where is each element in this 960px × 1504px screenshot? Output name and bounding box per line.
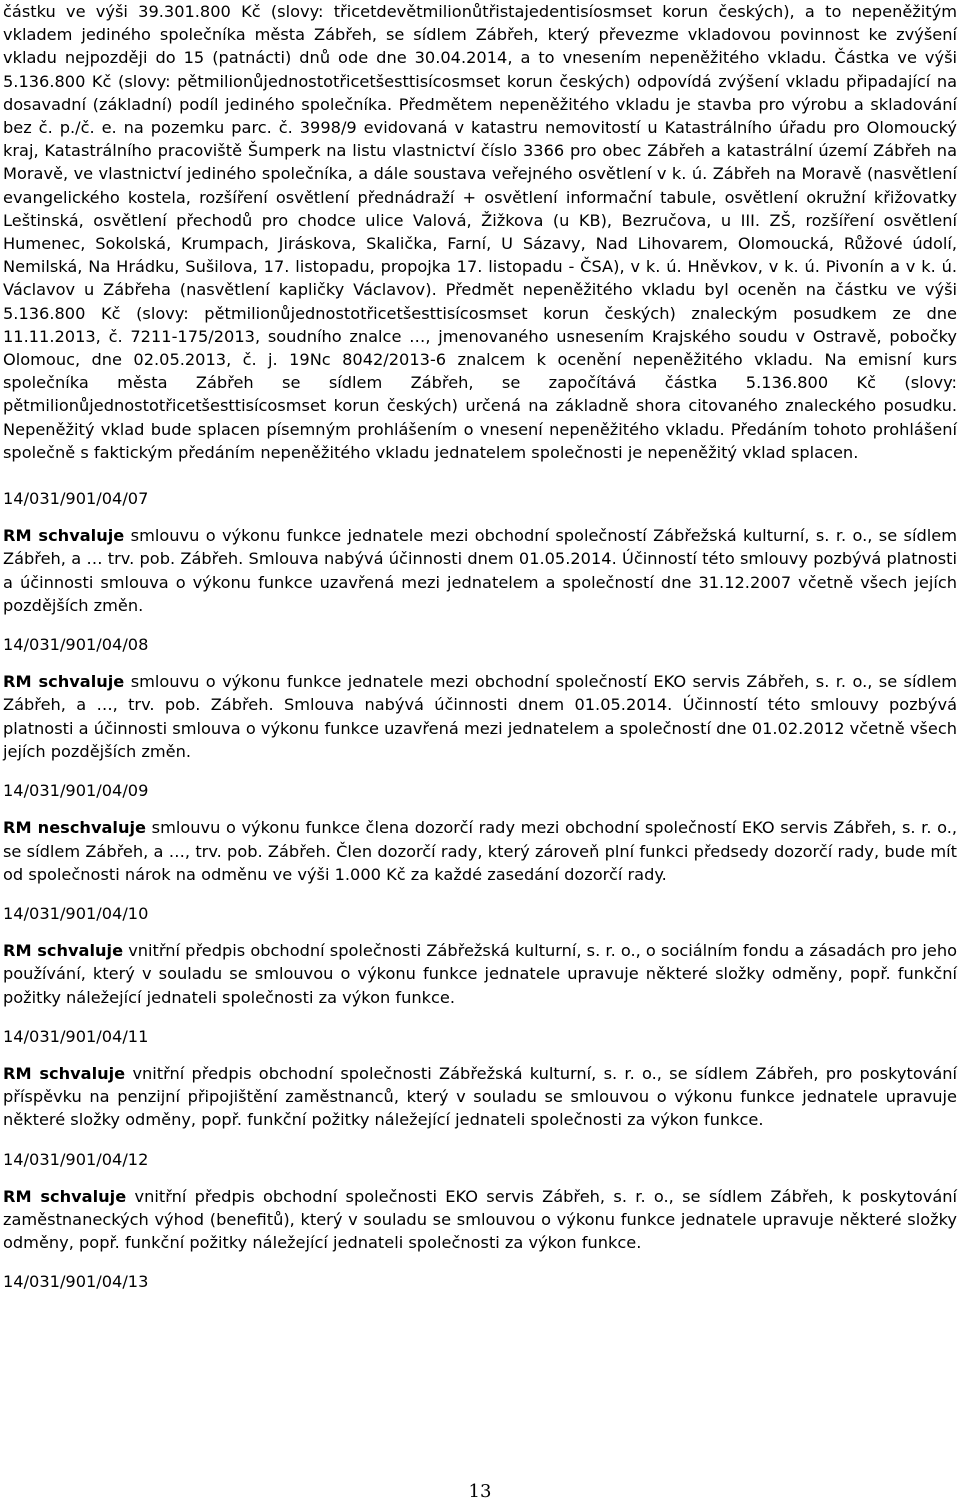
resolution-body [3, 670, 957, 763]
resolution-text: vnitřní předpis obchodní společnosti Zábřežská kulturní, s. r. o., o sociálním fondu a zásadách pro jeho používání, který v souladu se smlouvou o výkonu funkce jednatele upravuje některé složky odměny, popř. funkční požitky náležející jednateli společnosti za výkon funkce. [3, 941, 957, 1007]
resolution-verb: RM schvaluje [3, 672, 125, 692]
resolution-number: 14/031/901/04/09 [3, 781, 149, 801]
resolution-5 [3, 1148, 957, 1255]
resolution-body [3, 816, 957, 886]
document-page [3, 0, 957, 1294]
resolution-4 [3, 1025, 957, 1132]
resolution-body [3, 524, 957, 617]
resolution-text: vnitřní předpis obchodní společnosti Zábřežská kulturní, s. r. o., se sídlem Zábřeh, pro poskytování příspěvku na penzijní připojištění zaměstnanců, který v souladu se smlouvou o výkonu funkce jednatele upravuje některé složky odměny, popř. funkční požitky náležející jednateli společnosti za výkon funkce. [3, 1063, 957, 1130]
resolution-verb: RM schvaluje [3, 941, 124, 961]
resolution-number: 14/031/901/04/07 [3, 489, 149, 509]
resolution-1 [3, 633, 957, 763]
page-number: 13 [468, 1481, 492, 1502]
resolution-number: 14/031/901/04/11 [3, 1026, 149, 1046]
resolution-6 [3, 1270, 957, 1293]
resolution-verb: RM neschvaluje [3, 818, 147, 838]
resolution-verb: RM schvaluje [3, 526, 125, 546]
resolution-number: 14/031/901/04/10 [3, 903, 149, 923]
resolution-text: smlouvu o výkonu funkce jednatele mezi obchodní společností Zábřežská kulturní, s. r. o., se sídlem Zábřeh, a … trv. pob. Zábřeh. Smlouva nabývá účinnosti dnem 01.05.2014. Účinností této smlouvy pozbývá platnosti a účinnosti smlouva o výkonu funkce uzavřená mezi jednatelem a společností dne 31.12.2007 včetně všech jejích pozdějších změn. [3, 526, 957, 615]
resolution-number: 14/031/901/04/13 [3, 1272, 149, 1292]
resolution-body [3, 1062, 957, 1132]
resolution-text: smlouvu o výkonu funkce člena dozorčí rady mezi obchodní společností EKO servis Zábřeh, s. r. o., se sídlem Zábřeh, a …, trv. pob. Zábřeh. Člen dozorčí rady, který zároveň plní funkci předsedy dozorčí rady, bude mít od společnosti nárok na odměnu ve výši 1.000 Kč za každé zasedání dozorčí rady. [3, 818, 957, 884]
resolution-verb: RM schvaluje [3, 1186, 127, 1206]
resolution-0 [3, 487, 957, 617]
resolution-body [3, 939, 957, 1009]
resolution-2 [3, 779, 957, 886]
resolution-verb: RM schvaluje [3, 1063, 126, 1083]
resolution-number: 14/031/901/04/08 [3, 635, 149, 655]
intro-paragraph: částku ve výši 39.301.800 Kč (slovy: třicetdevětmilionůtřistajedentisíosmset korun českých), a to nepeněžitým vkladem jediného společníka města Zábřeh, se sídlem Zábřeh, který převezme vkladovou povinnost ke zvýšení vkladu nejpozději do 15 (patnácti) dnů ode dne 30.04.2014, a to vnesením nepeněžitého vkladu. Částka ve výši 5.136.800 Kč (slovy: pětmilionůjednostotřicetšesttisícosmset korun českých) odpovídá zvýšení vkladu připadající na dosavadní (základní) podíl jediného společníka. Předmětem nepeněžitého vkladu je stavba pro výrobu a skladování bez č. p./č. e. na pozemku parc. č. 3998/9 evidovaná v katastru nemovitostí u Katastrálního úřadu pro Olomoucký kraj, Katastrálního pracoviště Šumperk na listu vlastnictví číslo 3366 pro obec Zábřeh a katastrální území Zábřeh na Moravě, ve vlastnictví jediného společníka, a dále soustava veřejného osvětlení v k. ú. Zábřeh na Moravě (nasvětlení evangelického kostela, rozšíření osvětlení přednádraží + osvětlení informační tabule, osvětlení okružní křižovatky Leštinská, osvětlení přechodů pro chodce ulice Valová, Žižkova (u KB), Bezručova, u III. ZŠ, rozšíření osvětlení Humenec, Sokolská, Krumpach, Jiráskova, Skalička, Farní, U Sázavy, Nad Lihovarem, Olomoucká, Růžové údolí, Nemilská, Na Hrádku, Sušilova, 17. listopadu, propojka 17. listopadu - ČSA), v k. ú. Hněvkov, v k. ú. Pivonín a v k. ú. Václavov u Zábřeha (nasvětlení kapličky Václavov). Předmět nepeněžitého vkladu byl oceněn na částku ve výši 5.136.800 Kč (slovy: pětmilionůjednostotřicetšesttisícosmset korun českých) znaleckým posudkem ze dne 11.11.2013, č. 7211-175/2013, soudního znalce …, jmenovaného usnesením Krajského soudu v Ostravě, pobočky Olomouc, dne 02.05.2013, č. j. 19Nc 8042/2013-6 znalcem k ocenění nepeněžitého vkladu. Na emisní kurs společníka města Zábřeh se sídlem Zábřeh, se započítává částka 5.136.800 Kč (slovy: pětmilionůjednostotřicetšesttisícosmset korun českých) určená na základně shora citovaného znaleckého posudku. Nepeněžitý vklad bude splacen písemným prohlášením o vnesení nepeněžitého vkladu. Předáním tohoto prohlášení společně s faktickým předáním nepeněžitého vkladu jednatelem společnosti je nepeněžitý vklad splacen. [3, 2, 957, 462]
resolution-text: vnitřní předpis obchodní společnosti EKO servis Zábřeh, s. r. o., se sídlem Zábřeh, k poskytování zaměstnaneckých výhod (benefitů), který v souladu se smlouvou o výkonu funkce jednatele upravuje některé složky odměny, popř. funkční požitky náležející jednateli společnosti za výkon funkce. [3, 1186, 957, 1253]
resolution-text: smlouvu o výkonu funkce jednatele mezi obchodní společností EKO servis Zábřeh, s. r. o., se sídlem Zábřeh, a …, trv. pob. Zábřeh. Smlouva nabývá účinnosti dnem 01.05.2014. Účinností této smlouvy pozbývá platnosti a účinnosti smlouva o výkonu funkce uzavřená mezi jednatelem a společností dne 01.02.2012 včetně všech jejích pozdějších změn. [3, 672, 957, 761]
resolution-body [3, 1185, 957, 1255]
resolution-3 [3, 902, 957, 1009]
resolution-number: 14/031/901/04/12 [3, 1149, 149, 1169]
